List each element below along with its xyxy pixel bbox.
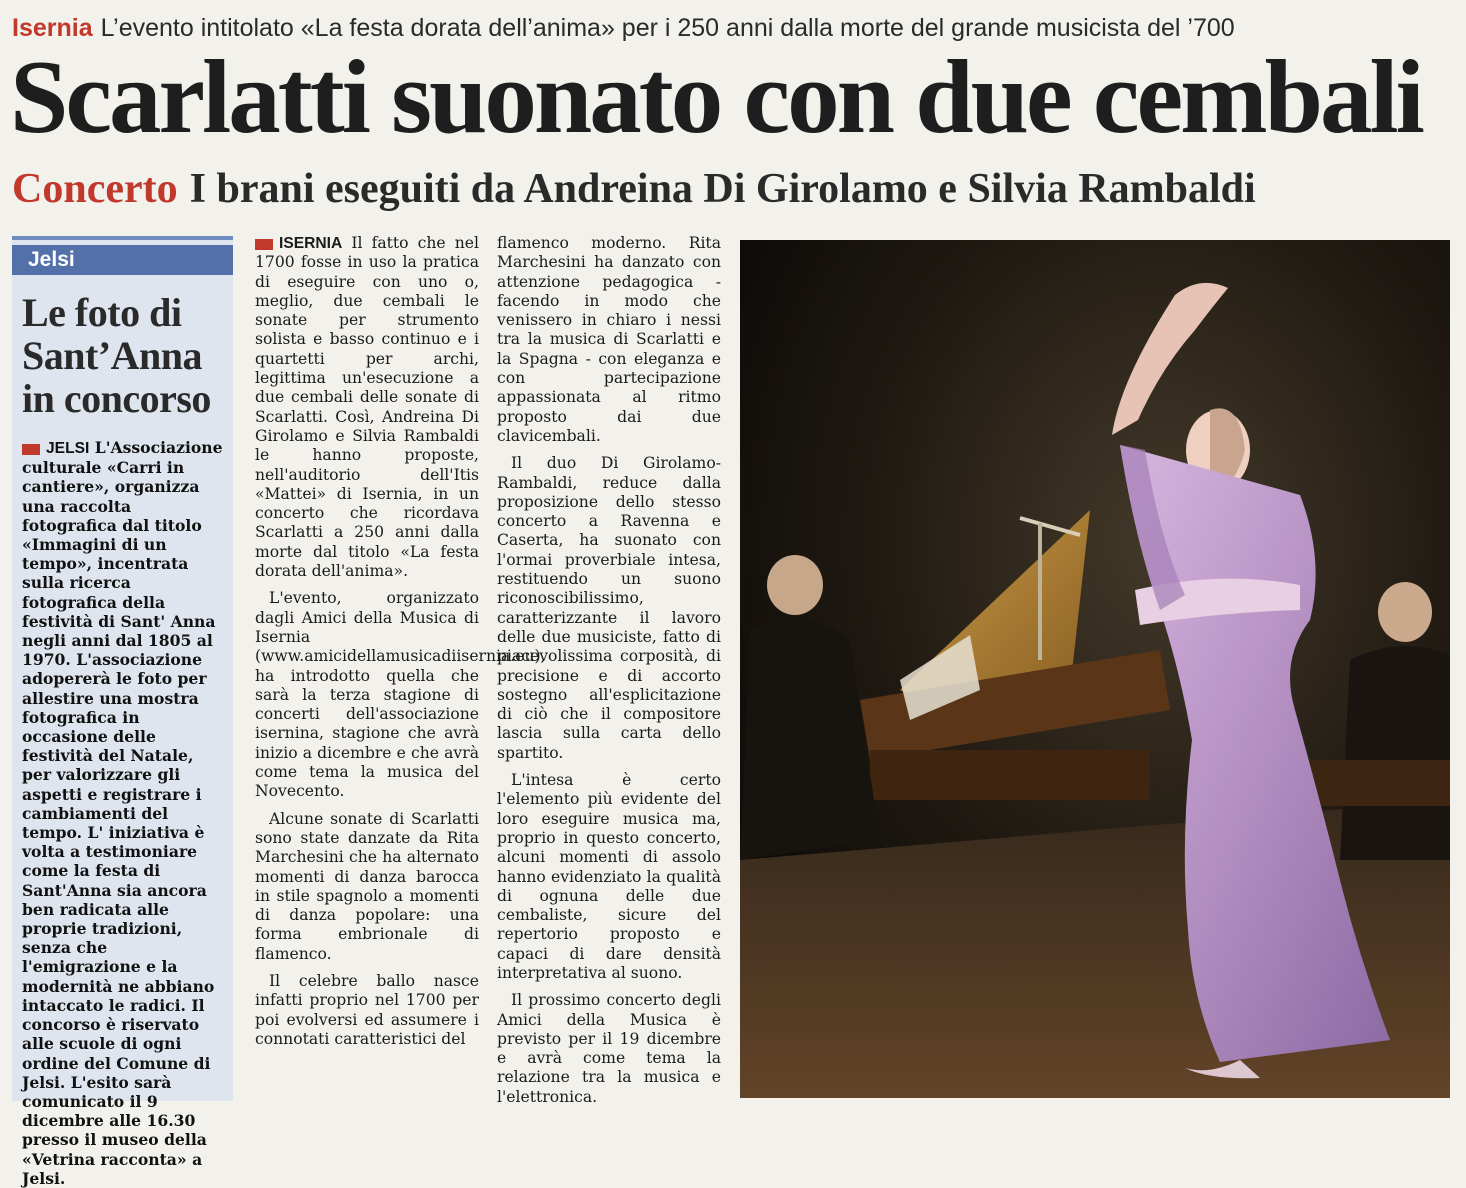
bullet-marker-icon: [255, 239, 273, 250]
sidebar-text: L'Associazione culturale «Carri in cantiere», organizza una raccolta fotografica dal titolo «Immagini di un tempo», incentrata sulla ricerca fotografica della festività di Sant' Anna negli anni dal 1805 al 1970. L'associazione adopererà le foto per allestire una mostra fotografica in occasione delle festività del Natale, per valorizzare gli aspetti e registrare i cambiamenti del tempo. L' iniziativa è volta a testimoniare come la festa di Sant'Anna sia ancora ben radicata alle proprie tradizioni, senza che l'emigrazione e la modernità ne abbiano intaccato le radici. Il concorso è riservato alle scuole di ogni ordine del Comune di Jelsi. L'esito sarà comunicato il 9 dicembre alle 16.30 presso il museo della «Vetrina racconta» a Jelsi.: [22, 438, 223, 1188]
article-paragraph: Il prossimo concerto degli Amici della Musica è previsto per il 19 dicembre e avrà come tema la relazione tra la musica e l'elettronica.: [497, 991, 721, 1106]
kicker-text: L’evento intitolato «La festa dorata dell’anima» per i 250 anni dalla morte del grande musicista del ’700: [100, 14, 1235, 42]
article-paragraph-text: Il fatto che nel 1700 fosse in uso la pratica di eseguire con uno o, meglio, due cembali le sonate per strumento solista e basso continuo e i quartetti per archi, legittima un'esecuzione a due cembali delle sonate di Scarlatti. Così, Andreina Di Girolamo e Silvia Rambaldi le hanno proposte, nell'auditorio dell'Itis «Mattei» di Isernia, in un concerto che ricordava Scarlatti a 250 anni dalla morte dal titolo «La festa dorata dell'anima».: [255, 234, 479, 581]
article-dateline: ISERNIA: [279, 235, 343, 252]
article-paragraph: Il duo Di Girolamo-Rambaldi, reduce dalla proposizione dello stesso concerto a Ravenna e Caserta, ha suonato con l'ormai proverbiale intesa, restituendo un suono riconoscibilissimo, caratterizzante il lavoro delle due musiciste, fatto di piacevolissima corposità, di precisione e di accorto sostegno all'esplicitazione di ciò che il compositore lascia sulla carta dello spartito.: [497, 454, 721, 762]
article-column-2: [497, 234, 721, 1104]
article-column-1: [255, 234, 546, 1104]
concert-photo: [740, 240, 1450, 1098]
article-paragraph: L'evento, organizzato dagli Amici della Musica di Isernia (www.amicidellamusicadiisernia.eu), ha introdotto quella che sarà la terza stagione di concerti dell'associazione isernina, stagione che avrà inizio a dicembre e che avrà come tema la musica del Novecento.: [255, 589, 546, 801]
bullet-marker-icon: [22, 444, 40, 455]
article-paragraph: Alcune sonate di Scarlatti sono state danzate da Rita Marchesini che ha alternato momenti di danza barocca in stile spagnolo a momenti di danza popolare: una forma embrionale di flamenco.: [255, 809, 479, 963]
headline: Scarlatti suonato con due cembali: [10, 38, 1422, 155]
sidebar-box: [12, 236, 233, 1188]
subhead: [12, 164, 1452, 214]
sidebar-dateline: JELSI: [46, 440, 90, 457]
article-paragraph: [255, 234, 479, 581]
sidebar-body: [12, 438, 233, 1188]
article-paragraph: Il celebre ballo nasce infatti proprio nel 1700 per poi evolversi ed assumere i connotati caratteristici del: [255, 971, 479, 1048]
subhead-text: I brani eseguiti da Andreina Di Girolamo e Silvia Rambaldi: [189, 166, 1256, 212]
article-paragraph: L'intesa è certo l'elemento più evidente del loro eseguire musica ma, proprio in questo concerto, alcuni momenti di assolo hanno evidenziato la qualità di ognuna delle due cembaliste, sicure del repertorio proposto e capaci di dare densità interpretativa al suono.: [497, 771, 721, 982]
kicker-location: Isernia: [12, 14, 93, 42]
subhead-tag: Concerto: [12, 166, 178, 212]
article-paragraph: flamenco moderno. Rita Marchesini ha danzato con attenzione pedagogica - facendo in modo che venissero in chiaro i nessi tra la musica di Scarlatti e la Spagna - con eleganza e con partecipazione appassionata al ritmo proposto dai due clavicembali.: [497, 234, 721, 445]
sidebar-rule: [12, 236, 233, 240]
concert-photo-image: [740, 240, 1450, 1098]
sidebar-title: Le foto di Sant’Anna in concorso: [22, 290, 211, 421]
sidebar-section-label: Jelsi: [12, 245, 233, 275]
